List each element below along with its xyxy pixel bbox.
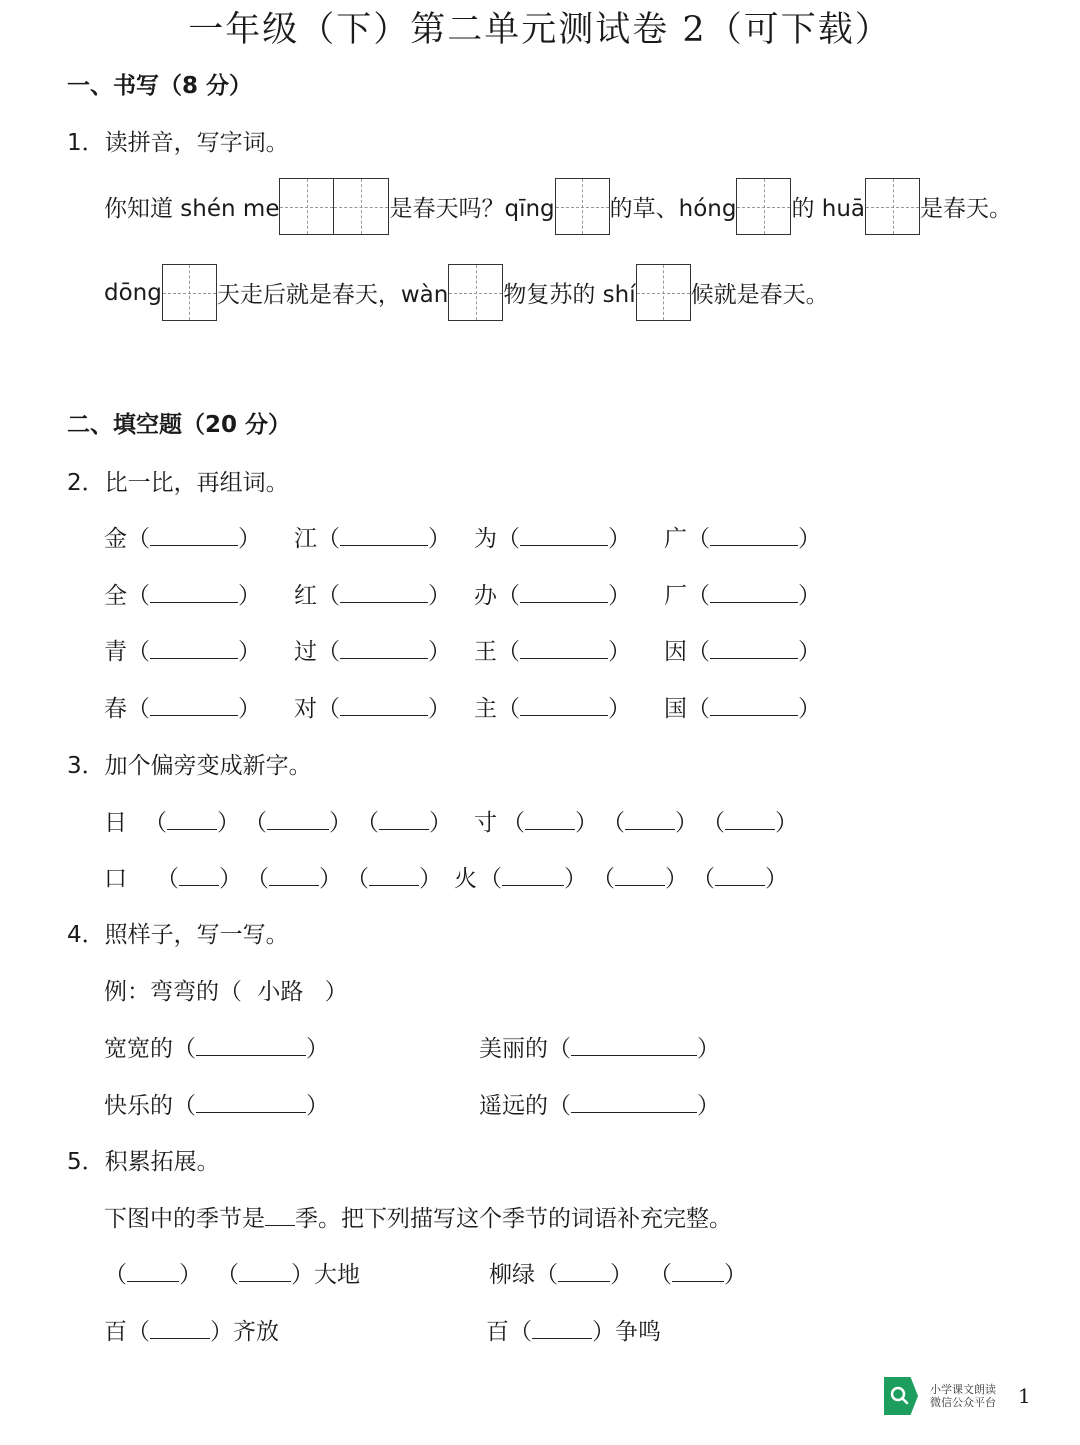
q2-char: 因 bbox=[664, 639, 687, 665]
q3-row: 日 （ ） （ ） （ ） 寸 （ ） （ ） （ ） bbox=[104, 804, 824, 832]
q5-word: 齐放 bbox=[233, 1319, 279, 1345]
q2-char: 过 bbox=[294, 639, 317, 665]
q4-example-close: ） bbox=[324, 979, 348, 1005]
q3-row: 口 （ ） （ ） （ ） 火 （ ） （ ） （ ） bbox=[104, 860, 824, 888]
answer-blank[interactable] bbox=[725, 807, 775, 830]
q1-text: 是春天。 bbox=[920, 196, 1013, 222]
writing-box[interactable] bbox=[162, 264, 217, 321]
q4-example-answer: 小路 bbox=[257, 979, 304, 1005]
q2-char: 全 bbox=[104, 583, 127, 609]
q5-word: 大地 bbox=[314, 1262, 360, 1288]
answer-blank[interactable] bbox=[369, 863, 419, 886]
question-3-prompt: 3．加个偏旁变成新字。 bbox=[67, 753, 312, 779]
answer-blank[interactable] bbox=[127, 1259, 179, 1282]
answer-blank[interactable] bbox=[502, 863, 564, 886]
q2-char: 王 bbox=[474, 639, 497, 665]
writing-box[interactable] bbox=[555, 178, 610, 235]
section-heading-writing: 一、书写（8 分） bbox=[67, 73, 253, 99]
q1-text: 你知道 shén me bbox=[104, 196, 280, 222]
answer-blank[interactable] bbox=[150, 1316, 210, 1339]
section-heading-fill-in: 二、填空题（20 分） bbox=[67, 412, 292, 438]
q2-char: 厂 bbox=[664, 583, 687, 609]
q2-char: 办 bbox=[474, 583, 497, 609]
q5-row: 百（ ）齐放 百（ ）争鸣 bbox=[104, 1313, 824, 1341]
answer-blank[interactable] bbox=[340, 580, 428, 603]
q4-example bbox=[104, 973, 348, 1006]
q1-text: 是春天吗？qīng bbox=[389, 196, 555, 222]
q2-char: 青 bbox=[104, 639, 127, 665]
q2-row: 全（ ） 红（ ） 办（ ） 厂（ ） bbox=[104, 577, 824, 605]
q3-char: 火 bbox=[454, 866, 477, 892]
q4-item: 快乐的 bbox=[104, 1093, 173, 1119]
answer-blank[interactable] bbox=[571, 1033, 697, 1056]
logo-text bbox=[930, 1383, 996, 1409]
q5-sentence-start: 下图中的季节是 bbox=[104, 1206, 265, 1232]
q2-char: 国 bbox=[664, 696, 687, 722]
q4-item: 宽宽的 bbox=[104, 1036, 173, 1062]
question-4-prompt: 4．照样子，写一写。 bbox=[67, 922, 289, 948]
q3-char: 寸 bbox=[474, 810, 497, 836]
question-5-prompt: 5．积累拓展。 bbox=[67, 1149, 220, 1175]
q2-row: 金（ ） 江（ ） 为（ ） 广（ ） bbox=[104, 520, 824, 548]
q1-text: 候就是春天。 bbox=[690, 282, 829, 308]
answer-blank[interactable] bbox=[520, 693, 608, 716]
writing-box[interactable] bbox=[865, 178, 920, 235]
q5-word: 百 bbox=[486, 1319, 509, 1345]
q4-row: 宽宽的（ ） 美丽的（ ） bbox=[104, 1030, 824, 1058]
season-blank[interactable] bbox=[265, 1203, 295, 1226]
q2-char: 为 bbox=[474, 526, 497, 552]
answer-blank[interactable] bbox=[558, 1259, 610, 1282]
answer-blank[interactable] bbox=[520, 636, 608, 659]
q2-row: 春（ ） 对（ ） 主（ ） 国（ ） bbox=[104, 690, 824, 718]
wechat-platform-logo bbox=[884, 1377, 1008, 1415]
answer-blank[interactable] bbox=[379, 807, 429, 830]
answer-blank[interactable] bbox=[532, 1316, 592, 1339]
q5-row: （ ） （ ）大地 柳绿（ ） （ ） bbox=[104, 1256, 824, 1284]
question-1-prompt: 1．读拼音，写字词。 bbox=[67, 130, 289, 156]
q5-sentence-end: 季。把下列描写这个季节的词语补充完整。 bbox=[295, 1206, 732, 1232]
q4-row: 快乐的（ ） 遥远的（ ） bbox=[104, 1087, 824, 1115]
answer-blank[interactable] bbox=[267, 807, 329, 830]
q4-item: 美丽的 bbox=[479, 1036, 548, 1062]
q5-word: 柳绿 bbox=[489, 1262, 535, 1288]
answer-blank[interactable] bbox=[150, 523, 238, 546]
q2-char: 对 bbox=[294, 696, 317, 722]
answer-blank[interactable] bbox=[571, 1090, 697, 1113]
q1-text: 天走后就是春天，wàn bbox=[216, 282, 449, 308]
q2-row: 青（ ） 过（ ） 王（ ） 因（ ） bbox=[104, 633, 824, 661]
page-title: 一年级（下）第二单元测试卷 2（可下载） bbox=[188, 10, 892, 50]
writing-box[interactable] bbox=[279, 178, 334, 235]
answer-blank[interactable] bbox=[525, 807, 575, 830]
q2-char: 江 bbox=[294, 526, 317, 552]
q3-char: 日 bbox=[104, 810, 127, 836]
q1-text: 的 huā bbox=[791, 196, 866, 222]
answer-blank[interactable] bbox=[239, 1259, 291, 1282]
logo-line-1: 小学课文朗读 bbox=[930, 1383, 996, 1396]
answer-blank[interactable] bbox=[710, 580, 798, 603]
answer-blank[interactable] bbox=[615, 863, 665, 886]
search-icon bbox=[884, 1377, 918, 1415]
answer-blank[interactable] bbox=[196, 1033, 306, 1056]
answer-blank[interactable] bbox=[150, 693, 238, 716]
answer-blank[interactable] bbox=[340, 693, 428, 716]
answer-blank[interactable] bbox=[520, 580, 608, 603]
logo-line-2: 微信公众平台 bbox=[930, 1396, 996, 1409]
q4-example-label: 例：弯弯的（ bbox=[104, 979, 242, 1005]
q2-char: 主 bbox=[474, 696, 497, 722]
answer-blank[interactable] bbox=[710, 523, 798, 546]
q5-sentence bbox=[104, 1200, 732, 1233]
question-2-prompt: 2．比一比，再组词。 bbox=[67, 470, 289, 496]
q3-char: 口 bbox=[104, 866, 127, 892]
q1-text: 物复苏的 shí bbox=[503, 282, 636, 308]
q1-text: dōng bbox=[104, 279, 162, 306]
answer-blank[interactable] bbox=[710, 693, 798, 716]
q4-item: 遥远的 bbox=[479, 1093, 548, 1119]
answer-blank[interactable] bbox=[340, 636, 428, 659]
answer-blank[interactable] bbox=[710, 636, 798, 659]
q5-word: 百 bbox=[104, 1319, 127, 1345]
answer-blank[interactable] bbox=[715, 863, 765, 886]
writing-box[interactable] bbox=[334, 178, 389, 235]
writing-box[interactable] bbox=[636, 264, 691, 321]
answer-blank[interactable] bbox=[269, 863, 319, 886]
page-number: 1 bbox=[1018, 1384, 1031, 1408]
answer-blank[interactable] bbox=[150, 636, 238, 659]
q2-char: 春 bbox=[104, 696, 127, 722]
q1-line-1 bbox=[104, 178, 1012, 235]
answer-blank[interactable] bbox=[167, 807, 217, 830]
q2-char: 红 bbox=[294, 583, 317, 609]
answer-blank[interactable] bbox=[196, 1090, 306, 1113]
writing-box[interactable] bbox=[736, 178, 791, 235]
answer-blank[interactable] bbox=[179, 863, 219, 886]
answer-blank[interactable] bbox=[625, 807, 675, 830]
q1-line-2 bbox=[104, 264, 829, 321]
q5-word: 争鸣 bbox=[615, 1319, 661, 1345]
answer-blank[interactable] bbox=[150, 580, 238, 603]
answer-blank[interactable] bbox=[520, 523, 608, 546]
q1-text: 的草、hóng bbox=[609, 196, 737, 222]
q2-char: 金 bbox=[104, 526, 127, 552]
answer-blank[interactable] bbox=[340, 523, 428, 546]
q2-char: 广 bbox=[664, 526, 687, 552]
answer-blank[interactable] bbox=[672, 1259, 724, 1282]
writing-box[interactable] bbox=[448, 264, 503, 321]
